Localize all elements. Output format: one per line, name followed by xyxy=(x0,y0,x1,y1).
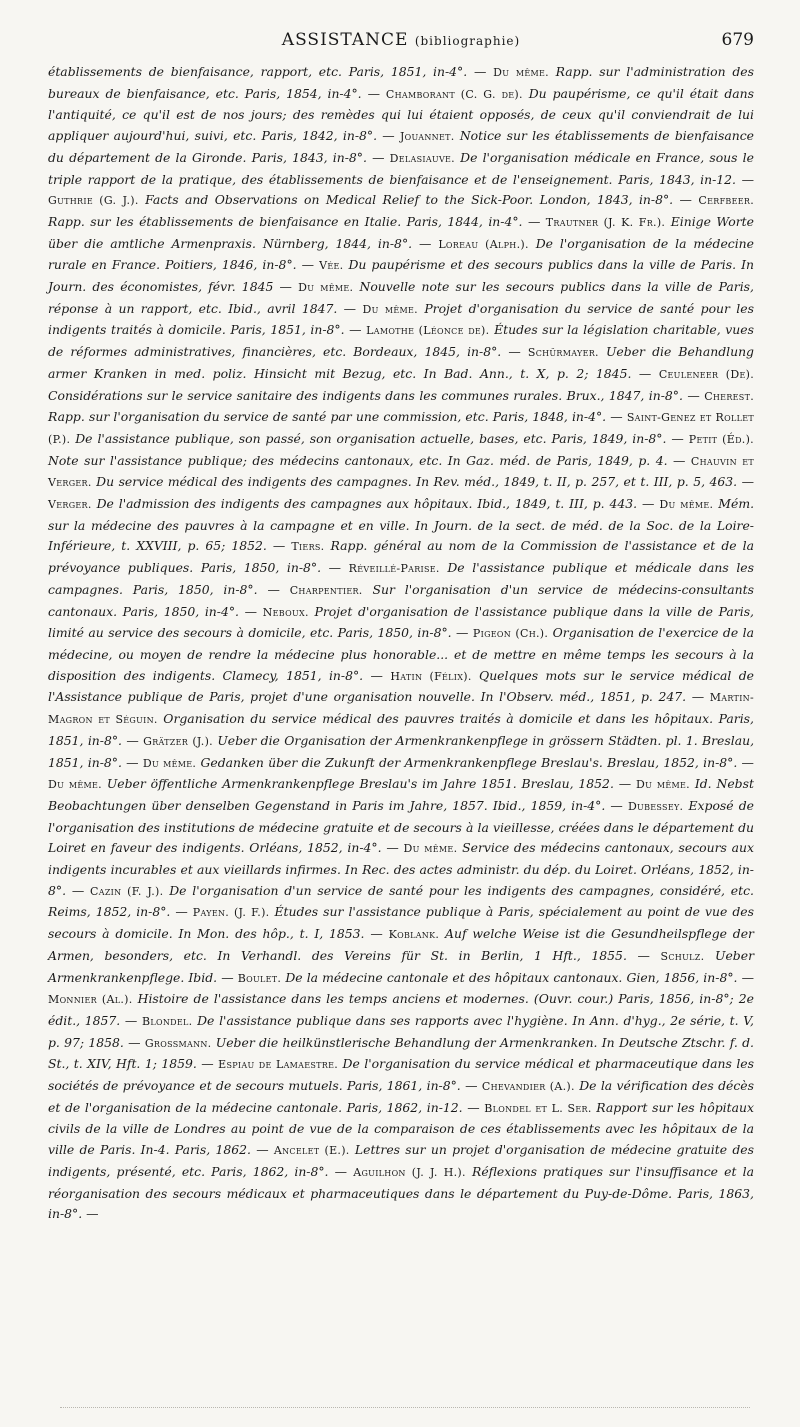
entry-author: Grätzer (J.). xyxy=(143,734,213,748)
entry-text: Notice sur les établissements de bienfaisance du département de la Gironde. Paris, 1843, in-8°. xyxy=(48,128,754,165)
entry-text: Facts and Observations on Medical Relief to the Sick-Poor. London, 1843, in-8°. xyxy=(145,192,674,208)
bibliography-entry: — Neboux. Projet d'organisation de l'assistance publique dans la ville de Paris, limité au service des secours à domicile, etc. Paris, 1850, in-8°. xyxy=(48,603,754,641)
bibliography-entry: — Jouannet. Notice sur les établissements de bienfaisance du département de la Gironde. Paris, 1843, in-8°. xyxy=(48,128,754,165)
entry-author: Du même. xyxy=(48,778,102,792)
running-title-sub: (bibliographie) xyxy=(414,34,521,48)
bibliography-text: établissements de bienfaisance, rapport, etc. Paris, 1851, in-4°. — Du même. Rapp. sur l'administration des bureaux de bienfaisance, etc. Paris, 1854, in-4°. — Chamborant (C. G. de). Du paupérisme, ce qu'il était dans l'antiquité, ce qu'il est de nos jours; des remèdes qui lui étaient opposés, de ceux qu'il conviendrait de lui appliquer aujourd'hui, suivi, etc. Paris, 1842, in-8°. — Jouannet. Notice sur les établissements de bienfaisance du département de la Gironde. Paris, 1843, in-8°. — Delasiauve. De l'organisation médicale en France, sous le triple rapport de la pratique, des établissements de bienfaisance et de l'enseignement. Paris, 1843, in-12. — Guthrie (G. J.). Facts and Observations on Medical Relief to the Sick-Poor. London, 1843, in-8°. — Cerfbeer. Rapp. sur les établissements de bienfaisance en Italie. Paris, 1844, in-4°. — Trautner (J. K. Fr.). Einige Worte über die amtliche Armenpraxis. Nürnberg, 1844, in-8°. — Loreau (Alph.). De l'organisation de la médecine rurale en France. Poitiers, 1846, in-8°. — Vée. Du paupérisme et des secours publics dans la ville de Paris. In Journ. des économistes, févr. 1845 — Du même. Nouvelle note sur les secours publics dans la ville de Paris, réponse à un rapport, etc. Ibid., avril 1847. — Du même. Projet d'organisation du service de santé pour les indigents traités à domicile. Paris, 1851, in-8°. — Lamothe (Léonce de). Études sur la législation charitable, vues de réformes administratives, financières, etc. Bordeaux, 1845, in-8°. — Schürmayer. Ueber die Behandlung armer Kranken in med. poliz. Hinsicht mit Bezug, etc. In Bad. Ann., t. X, p. 2; 1845. — Ceuleneer (De). Considérations sur le service sanitaire des indigents dans les communes rurales. Brux., 1847, in-8°. — Cherest. Rapp. sur l'organisation du service de santé par une commission, etc. Paris, 1848, in-4°. — Saint-Genez et Rollet (P.). De l'assistance publique, son passé, son organisation actuelle, bases, etc. Paris, 1849, in-8°. — Petit (Éd.). Note sur l'assistance publique; des médecins cantonaux, etc. In Gaz. méd. de Paris, 1849, p. 4. — Chauvin et Verger. Du service médical des indigents des campagnes. In Rev. méd., 1849, t. II, p. 257, et t. III, p. 5, 463. — Verger. De l'admission des indigents des campagnes aux hôpitaux. Ibid., 1849, t. III, p. 443. — Du même. Mém. sur la médecine des pauvres à la campagne et en ville. In Journ. de la sect. de méd. de la Soc. de la Loire-Inférieure, t. XXVIII, p. 65; 1852. — Tiers. Rapp. général au nom de la Commission de l'assistance et de la prévoyance publiques. Paris, 1850, in-8°. — Réveillé-Parise. De l'assistance publique et médicale dans les campagnes. Paris, 1850, in-8°. — Charpentier. Sur l'organisation d'un service de médecins-consultants cantonaux. Paris, 1850, in-4°. — Neboux. Projet d'organisation de l'assistance publique dans la ville de Paris, limité au service des secours à domicile, etc. Paris, 1850, in-8°. — Pigeon (Ch.). Organisation de l'exercice de la médecine, ou moyen de rendre la médecine plus honorable... et de mettre en même temps les secours à la disposition des indigents. Clamecy, 1851, in-8°. — Hatin (Félix). Quelques mots sur le service médical de l'Assistance publique de Paris, projet d'une organisation nouvelle. In l'Observ. méd., 1851, p. 247. — Martin-Magron et Séguin. Organisation du service médical des pauvres traités à domicile et dans les hôpitaux. Paris, 1851, in-8°. — Grätzer (J.). Ueber die Organisation der Armenkrankenpflege in grössern Städten. pl. 1. Breslau, 1851, in-8°. — Du même. Gedanken über die Zukunft der Armenkrankenpflege Breslau's. Breslau, 1852, in-8°. — Du même. Ueber öffentliche Armenkrankenpflege Breslau's im Jahre 1851. Breslau, 1852. — Du même. Id. Nebst Beobachtungen über denselben Gegenstand in Paris im Jahre, 1857. Ibid., 1859, in-4°. — Dubessey. Exposé de l'organisation des institutions de médecine gratuite et de secours à la vieillesse, créées dans le département du Loiret en faveur des indigents. Orléans, 1852, in-4°. — Du même. Service des médecins cantonaux, secours aux indigents incurables et aux vieillards infirmes. In Rec. des actes administr. du dép. du Loiret. Orléans, 1852, in-8°. — Cazin (F. J.). De l'organisation d'un service de santé pour les indigents des campagnes, considéré, etc. Reims, 1852, in-8°. — Payen. (J. F.). Études sur l'assistance publique à Paris, spécialement au point de vue des secours à domicile. In Mon. des hôp., t. I, 1853. — Koblank. Auf welche Weise ist die Gesundheilspflege der Armen, besonders, etc. In Verhandl. des Vereins für St. in Berlin, 1 Hft., 1855. — Schulz. Ueber Armenkrankenpflege. Ibid. — Boulet. De la médecine cantonale et des hôpitaux cantonaux. Gien, 1856, in-8°. — Monnier (Al.). Histoire de l'assistance dans les temps anciens et modernes. (Ouvr. cour.) Paris, 1856, in-8°; 2e édit., 1857. — Blondel. De l'assistance publique dans ses rapports avec l'hygiène. In Ann. d'hyg., 2e série, t. V, p. 97; 1858. — Grossmann. Ueber die heilkünstlerische Behandlung der Armenkranken. In Deutsche Ztschr. f. d. St., t. XIV, Hft. 1; 1859. — Espiau de Lamaestre. De l'organisation du service médical et pharmaceutique dans les sociétés de prévoyance et de secours mutuels. Paris, 1861, in-8°. — Chevandier (A.). De la vérification des décès et de l'organisation de la médecine cantonale. Paris, 1862, in-12. — Blondel et L. Ser. Rapport sur les hôpitaux civils de la ville de Londres au point de vue de la comparaison de ces établissements avec les hôpitaux de la ville de Paris. In-4. Paris, 1862. — Ancelet (E.). Lettres sur un projet d'organisation de médecine gratuite des indigents, présenté, etc. Paris, 1862, in-8°. — Aguilhon (J. J. H.). Réflexions pratiques sur l'insuffisance et la réorganisation des secours médicaux et pharmaceutiques dans le département du Puy-de-Dôme. Paris, 1863, in-8°. — xyxy=(48,64,755,1222)
bibliography-entry: — Petit (Éd.). Note sur l'assistance publique; des médecins cantonaux, etc. In Gaz. méd. de Paris, 1849, p. 4. xyxy=(48,430,754,468)
bibliography-entry: — Trautner (J. K. Fr.). Einige Worte über die amtliche Armenpraxis. Nürnberg, 1844, in-8°. xyxy=(48,213,754,251)
bibliography-entry: — Delasiauve. De l'organisation médicale en France, sous le triple rapport de la pratique, des établissements de bienfaisance et de l'enseignement. Paris, 1843, in-12. xyxy=(48,149,754,187)
bibliography-entry: — Verger. De l'admission des indigents des campagnes aux hôpitaux. Ibid., 1849, t. III, p. 443. xyxy=(48,474,754,512)
bibliography-entry: — Ancelet (E.). Lettres sur un projet d'organisation de médecine gratuite des indigents, présenté, etc. Paris, 1862, in-8°. xyxy=(48,1142,754,1179)
entry-author: Jouannet. xyxy=(399,130,455,144)
bibliography-entry: — Du même. Projet d'organisation du service de santé pour les indigents traités à domicile. Paris, 1851, in-8°. xyxy=(48,300,754,338)
bibliography-entry xyxy=(48,64,467,79)
entry-author: Cherest. xyxy=(704,389,754,403)
entry-author: Trautner (J. K. Fr.). xyxy=(545,215,666,229)
entry-author: Ancelet (E.). xyxy=(273,1144,350,1158)
entry-text: Du service médical des indigents des campagnes. In Rev. méd., 1849, t. II, p. 257, et t. III, p. 5, 463. xyxy=(96,474,738,490)
entry-text: Gedanken über die Zukunft der Armenkrankenpflege Breslau's. Breslau, 1852, in-8°. xyxy=(200,754,738,770)
entry-text: Ueber die Organisation der Armenkrankenpflege in grössern Städten. pl. 1. Breslau, 1851, in-8°. xyxy=(48,732,755,770)
bibliography-entry: — Monnier (Al.). Histoire de l'assistance dans les temps anciens et modernes. (Ouvr. cour.) Paris, 1856, in-8°; 2e édit., 1857. xyxy=(48,969,755,1028)
entry-author: Vée. xyxy=(319,259,344,273)
entry-text: Rapp. général au nom de la Commission de l'assistance et de la prévoyance publiques. Paris, 1850, in-8°. xyxy=(48,538,754,576)
entry-author: Neboux. xyxy=(262,605,309,619)
entry-text: Ueber öffentliche Armenkrankenpflege Breslau's im Jahre 1851. Breslau, 1852. xyxy=(106,776,614,792)
entry-text: Ueber die heilkünstlerische Behandlung der Armenkranken. In Deutsche Ztschr. f. d. St., t. XIV, Hft. 1; 1859. xyxy=(48,1034,754,1072)
entry-text: Du paupérisme et des secours publics dans la ville de Paris. In Journ. des économistes, févr. 1845 xyxy=(48,257,754,295)
bibliography-entry: — Grossmann. Ueber die heilkünstlerische Behandlung der Armenkranken. In Deutsche Ztschr. f. d. St., t. XIV, Hft. 1; 1859. xyxy=(48,1034,754,1072)
bibliography-entry: — Blondel. De l'assistance publique dans ses rapports avec l'hygiène. In Ann. d'hyg., 2e série, t. V, p. 97; 1858. xyxy=(48,1012,754,1050)
entry-text: Études sur l'assistance publique à Paris, spécialement au point de vue des secours à domicile. In Mon. des hôp., t. I, 1853. xyxy=(48,904,754,942)
entry-text: De l'admission des indigents des campagnes aux hôpitaux. Ibid., 1849, t. III, p. 443. xyxy=(96,496,638,512)
entry-text: Rapp. sur l'administration des bureaux de bienfaisance, etc. Paris, 1854, in-4°. xyxy=(48,64,754,101)
bibliography-entry: — Blondel et L. Ser. Rapport sur les hôpitaux civils de la ville de Londres au point de vue de la comparaison de ces établissements avec les hôpitaux de la ville de Paris. In-4. Paris, 1862. xyxy=(48,1099,754,1158)
bibliography-entry: — Tiers. Rapp. général au nom de la Commission de l'assistance et de la prévoyance publiques. Paris, 1850, in-8°. xyxy=(48,538,754,576)
entry-author: Chauvin et Verger. xyxy=(48,454,754,490)
entry-text: Lettres sur un projet d'organisation de médecine gratuite des indigents, présenté, etc. Paris, 1862, in-8°. xyxy=(48,1142,754,1179)
entry-author: Petit (Éd.). xyxy=(688,432,754,446)
entry-text: Rapp. sur les établissements de bienfaisance en Italie. Paris, 1844, in-4°. xyxy=(48,213,523,229)
entry-author: Schürmayer. xyxy=(527,346,599,360)
bibliography-entry: — Aguilhon (J. J. H.). Réflexions pratiques sur l'insuffisance et la réorganisation des secours médicaux et pharmaceutiques dans le département du Puy-de-Dôme. Paris, 1863, in-8°. xyxy=(48,1163,754,1222)
entry-author: Du même. xyxy=(659,498,714,512)
bibliography-entry: — Du même. Mém. sur la médecine des pauvres à la campagne et en ville. In Journ. de la sect. de méd. de la Soc. de la Loire-Inférieure, t. XXVIII, p. 65; 1852. xyxy=(48,496,755,554)
entry-text: De la médecine cantonale et des hôpitaux cantonaux. Gien, 1856, in-8°. xyxy=(285,969,738,985)
bibliography-entry: — Du même. Service des médecins cantonaux, secours aux indigents incurables et aux vieillards infirmes. In Rec. des actes administr. du dép. du Loiret. Orléans, 1852, in-8°. xyxy=(48,840,754,898)
entry-author: Martin-Magron et Séguin. xyxy=(48,691,754,727)
bibliography-entry: — Réveillé-Parise. De l'assistance publique et médicale dans les campagnes. Paris, 1850, in-8°. xyxy=(48,560,754,597)
entry-author: Grossmann. xyxy=(144,1036,212,1050)
running-title xyxy=(48,30,754,50)
entry-text: Histoire de l'assistance dans les temps anciens et modernes. (Ouvr. cour.) Paris, 1856, in-8°; 2e édit., 1857. xyxy=(48,991,755,1028)
entry-text: Note sur l'assistance publique; des médecins cantonaux, etc. In Gaz. méd. de Paris, 1849, p. 4. xyxy=(48,452,668,468)
entry-text: établissements de bienfaisance, rapport, etc. Paris, 1851, in-4°. xyxy=(48,64,468,79)
running-title-main: ASSISTANCE xyxy=(281,30,409,50)
entry-text: Ueber die Behandlung armer Kranken in med. poliz. Hinsicht mit Bezug, etc. In Bad. Ann., t. X, p. 2; 1845. xyxy=(48,344,754,381)
entry-text: Nouvelle note sur les secours publics dans la ville de Paris, réponse à un rapport, etc. Ibid., avril 1847. xyxy=(48,279,754,316)
entry-text: Rapp. sur l'organisation du service de santé par une commission, etc. Paris, 1848, in-4°. xyxy=(48,409,607,425)
entry-author: Blondel et L. Ser. xyxy=(484,1101,592,1115)
bibliography-entry: — Du même. Id. Nebst Beobachtungen über denselben Gegenstand in Paris im Jahre, 1857. Ibid., 1859, in-4°. xyxy=(48,776,754,813)
bibliography-entry: — Du même. Ueber öffentliche Armenkrankenpflege Breslau's im Jahre 1851. Breslau, 1852. xyxy=(48,754,754,792)
entry-text: Projet d'organisation de l'assistance publique dans la ville de Paris, limité au service des secours à domicile, etc. Paris, 1850, in-8°. xyxy=(48,603,754,641)
bibliography-entry: — Chevandier (A.). De la vérification des décès et de l'organisation de la médecine cantonale. Paris, 1862, in-12. xyxy=(48,1078,754,1115)
bibliography-entry: — Du même. Gedanken über die Zukunft der Armenkrankenpflege Breslau's. Breslau, 1852, in-8°. xyxy=(121,754,738,770)
entry-author: Boulet. xyxy=(237,971,282,985)
entry-author: Hatin (Félix). xyxy=(390,669,472,683)
entry-author: Monnier (Al.). xyxy=(48,993,133,1007)
bibliography-entry: — Saint-Genez et Rollet (P.). De l'assistance publique, son passé, son organisation actuelle, bases, etc. Paris, 1849, in-8°. xyxy=(48,409,754,446)
bibliography-entry: — Guthrie (G. J.). Facts and Observations on Medical Relief to the Sick-Poor. London, 1843, in-8°. xyxy=(48,171,754,208)
bibliography-entry: — Pigeon (Ch.). Organisation de l'exercice de la médecine, ou moyen de rendre la médecine plus honorable... et de mettre en même temps les secours à la disposition des indigents. Clamecy, 1851, in-8°. xyxy=(48,625,754,683)
bibliography-entry: — Koblank. Auf welche Weise ist die Gesundheilspflege der Armen, besonders, etc. In Verhandl. des Vereins für St. in Berlin, 1 Hft., 1855. xyxy=(48,926,754,963)
entry-text: Sur l'organisation d'un service de médecins-consultants cantonaux. Paris, 1850, in-4°. xyxy=(48,581,754,619)
entry-author: Lamothe (Léonce de). xyxy=(366,324,490,338)
entry-text: Rapport sur les hôpitaux civils de la ville de Londres au point de vue de la comparaison de ces établissements avec les hôpitaux de la ville de Paris. In-4. Paris, 1862. xyxy=(48,1099,754,1158)
page-number: 679 xyxy=(721,30,754,50)
bibliography-entry: — Cerfbeer. Rapp. sur les établissements de bienfaisance en Italie. Paris, 1844, in-4°. xyxy=(48,192,754,229)
bibliography-entry: — Payen. (J. F.). Études sur l'assistance publique à Paris, spécialement au point de vue des secours à domicile. In Mon. des hôp., t. I, 1853. xyxy=(48,904,754,942)
entry-author: Schulz. xyxy=(660,949,705,963)
entry-author: Verger. xyxy=(48,498,92,512)
entry-author: Ceuleneer (De). xyxy=(658,367,754,381)
bibliography-entry: — Espiau de Lamaestre. De l'organisation du service médical et pharmaceutique dans les sociétés de prévoyance et de secours mutuels. Paris, 1861, in-8°. xyxy=(48,1056,755,1094)
entry-author: Du même. xyxy=(362,302,418,316)
entry-text: Études sur la législation charitable, vues de réformes administratives, financières, etc. Bordeaux, 1845, in-8°. xyxy=(48,322,754,360)
bibliography-entry: — Loreau (Alph.). De l'organisation de la médecine rurale en France. Poitiers, 1846, in-8°. xyxy=(48,235,754,273)
bibliography-entry: — Chamborant (C. G. de). Du paupérisme, ce qu'il était dans l'antiquité, ce qu'il est de nos jours; des remèdes qui lui étaient opposés, de ceux qu'il conviendrait de lui appliquer aujourd'hui, suivi, etc. Paris, 1842, in-8°. xyxy=(48,85,754,144)
entry-author: Chevandier (A.). xyxy=(481,1080,575,1094)
entry-text: Organisation de l'exercice de la médecine, ou moyen de rendre la médecine plus honorable... et de mettre en même temps les secours à la disposition des indigents. Clamecy, 1851, in-8°. xyxy=(48,625,754,683)
bibliography-entry: — Cazin (F. J.). De l'organisation d'un service de santé pour les indigents des campagnes, considéré, etc. Reims, 1852, in-8°. xyxy=(48,882,754,920)
entry-author: Réveillé-Parise. xyxy=(348,562,440,576)
entry-text: Ueber Armenkrankenpflege. Ibid. xyxy=(48,947,754,985)
bibliography-entry: — Ceuleneer (De). Considérations sur le service sanitaire des indigents dans les communes rurales. Brux., 1847, in-8°. xyxy=(48,365,754,403)
entry-author: Saint-Genez et Rollet (P.). xyxy=(48,411,754,446)
bibliography-entry: — Du même. Nouvelle note sur les secours publics dans la ville de Paris, réponse à un rapport, etc. Ibid., avril 1847. xyxy=(48,279,754,316)
bibliography-entry: — Boulet. De la médecine cantonale et des hôpitaux cantonaux. Gien, 1856, in-8°. xyxy=(217,969,738,985)
entry-author: Loreau (Alph.). xyxy=(438,237,529,251)
page-bottom-rule xyxy=(60,1407,750,1409)
entry-text: Service des médecins cantonaux, secours aux indigents incurables et aux vieillards infirmes. In Rec. des actes administr. du dép. du Loiret. Orléans, 1852, in-8°. xyxy=(48,840,754,898)
running-header xyxy=(48,0,754,62)
bibliography-entry: — Dubessey. Exposé de l'organisation des institutions de médecine gratuite et de secours à la vieillesse, créées dans le département du Loiret en faveur des indigents. Orléans, 1852, in-4°. xyxy=(48,797,754,856)
entry-author: Cazin (F. J.). xyxy=(90,884,164,898)
bibliography-entry: — Schürmayer. Ueber die Behandlung armer Kranken in med. poliz. Hinsicht mit Bezug, etc. In Bad. Ann., t. X, p. 2; 1845. xyxy=(48,344,754,381)
entry-text: Exposé de l'organisation des institutions de médecine gratuite et de secours à la vieillesse, créées dans le département du Loiret en faveur des indigents. Orléans, 1852, in-4°. xyxy=(48,797,754,856)
entry-author: Payen. (J. F.). xyxy=(192,906,270,920)
entry-text: De l'assistance publique dans ses rapports avec l'hygiène. In Ann. d'hyg., 2e série, t. V, p. 97; 1858. xyxy=(48,1012,754,1050)
entry-text: Projet d'organisation du service de santé pour les indigents traités à domicile. Paris, 1851, in-8°. xyxy=(48,300,754,338)
entry-text: Mém. sur la médecine des pauvres à la campagne et en ville. In Journ. de la sect. de méd. de la Soc. de la Loire-Inférieure, t. XXVIII, p. 65; 1852. xyxy=(48,496,755,554)
entry-author: Dubessey. xyxy=(627,799,684,813)
entry-author: Du même. xyxy=(493,66,549,79)
entry-text: Einige Worte über die amtliche Armenpraxis. Nürnberg, 1844, in-8°. xyxy=(48,213,754,251)
entry-text: Quelques mots sur le service médical de l'Assistance publique de Paris, projet d'une organisation nouvelle. In l'Observ. méd., 1851, p. 247. xyxy=(48,667,754,705)
entry-author: Du même. xyxy=(403,842,458,856)
entry-author: Du même. xyxy=(298,281,354,295)
entry-author: Cerfbeer. xyxy=(698,194,754,208)
entry-author: Guthrie (G. J.). xyxy=(48,194,139,208)
entry-text: Réflexions pratiques sur l'insuffisance et la réorganisation des secours médicaux et pharmaceutiques dans le département du Puy-de-Dôme. Paris, 1863, in-8°. xyxy=(48,1163,754,1222)
bibliography-entry: — Grätzer (J.). Ueber die Organisation der Armenkrankenpflege in grössern Städten. pl. 1. Breslau, 1851, in-8°. xyxy=(48,732,755,770)
bibliography-entry: — Schulz. Ueber Armenkrankenpflege. Ibid. xyxy=(48,947,754,985)
bibliography-entry: — Lamothe (Léonce de). Études sur la législation charitable, vues de réformes administratives, financières, etc. Bordeaux, 1845, in-8°. xyxy=(48,322,754,360)
entry-text: De la vérification des décès et de l'organisation de la médecine cantonale. Paris, 1862, in-12. xyxy=(48,1078,754,1115)
bibliography-entry: — Hatin (Félix). Quelques mots sur le service médical de l'Assistance publique de Paris, projet d'une organisation nouvelle. In l'Observ. méd., 1851, p. 247. xyxy=(48,667,754,705)
entry-text: Auf welche Weise ist die Gesundheilspflege der Armen, besonders, etc. In Verhandl. des Vereins für St. in Berlin, 1 Hft., 1855. xyxy=(48,926,754,963)
entry-text: Considérations sur le service sanitaire des indigents dans les communes rurales. Brux., 1847, in-8°. xyxy=(48,387,683,403)
entry-author: Koblank. xyxy=(388,928,440,942)
entry-author: Du même. xyxy=(636,778,690,792)
entry-author: Blondel. xyxy=(142,1014,193,1028)
entry-text: De l'organisation médicale en France, sous le triple rapport de la pratique, des établissements de bienfaisance et de l'enseignement. Paris, 1843, in-12. xyxy=(48,149,754,187)
bibliography-entry: — Cherest. Rapp. sur l'organisation du service de santé par une commission, etc. Paris, 1848, in-4°. xyxy=(48,387,754,425)
bibliography-entry: — Du même. Rapp. sur l'administration des bureaux de bienfaisance, etc. Paris, 1854, in-4°. xyxy=(48,64,754,101)
entry-author: Chamborant (C. G. de). xyxy=(385,87,523,101)
bibliography-entry: — Chauvin et Verger. Du service médical des indigents des campagnes. In Rev. méd., 1849, t. II, p. 257, et t. III, p. 5, 463. xyxy=(48,452,754,490)
bibliography-entry: — Vée. Du paupérisme et des secours publics dans la ville de Paris. In Journ. des économistes, févr. 1845 xyxy=(48,257,754,295)
bibliography-entry: — Martin-Magron et Séguin. Organisation du service médical des pauvres traités à domicile et dans les hôpitaux. Paris, 1851, in-8°. xyxy=(48,689,754,748)
entry-text: De l'organisation de la médecine rurale en France. Poitiers, 1846, in-8°. xyxy=(48,235,754,273)
entry-author: Aguilhon (J. J. H.). xyxy=(353,1165,466,1179)
entry-author: Espiau de Lamaestre. xyxy=(218,1058,339,1072)
entry-text: Organisation du service médical des pauvres traités à domicile et dans les hôpitaux. Paris, 1851, in-8°. xyxy=(48,711,754,748)
entry-author: Pigeon (Ch.). xyxy=(472,627,549,641)
entry-text: Id. Nebst Beobachtungen über denselben Gegenstand in Paris im Jahre, 1857. Ibid., 1859, in-4°. xyxy=(48,776,754,813)
entry-author: Du même. xyxy=(142,756,197,770)
entry-author: Delasiauve. xyxy=(389,151,455,165)
entry-text: De l'assistance publique et médicale dans les campagnes. Paris, 1850, in-8°. xyxy=(48,560,754,597)
entry-text: De l'organisation du service médical et pharmaceutique dans les sociétés de prévoyance et de secours mutuels. Paris, 1861, in-8°. xyxy=(48,1056,755,1094)
entry-text: De l'assistance publique, son passé, son organisation actuelle, bases, etc. Paris, 1849, in-8°. xyxy=(75,430,667,446)
entry-author: Charpentier. xyxy=(289,583,363,597)
entry-author: Tiers. xyxy=(291,540,325,554)
entry-text: De l'organisation d'un service de santé pour les indigents des campagnes, considéré, etc. Reims, 1852, in-8°. xyxy=(48,882,754,920)
bibliography-entry: — Charpentier. Sur l'organisation d'un service de médecins-consultants cantonaux. Paris, 1850, in-4°. xyxy=(48,581,754,619)
entry-text: Du paupérisme, ce qu'il était dans l'antiquité, ce qu'il est de nos jours; des remèdes qui lui étaient opposés, de ceux qu'il conviendrait de lui appliquer aujourd'hui, suivi, etc. Paris, 1842, in-8°. xyxy=(48,85,754,144)
